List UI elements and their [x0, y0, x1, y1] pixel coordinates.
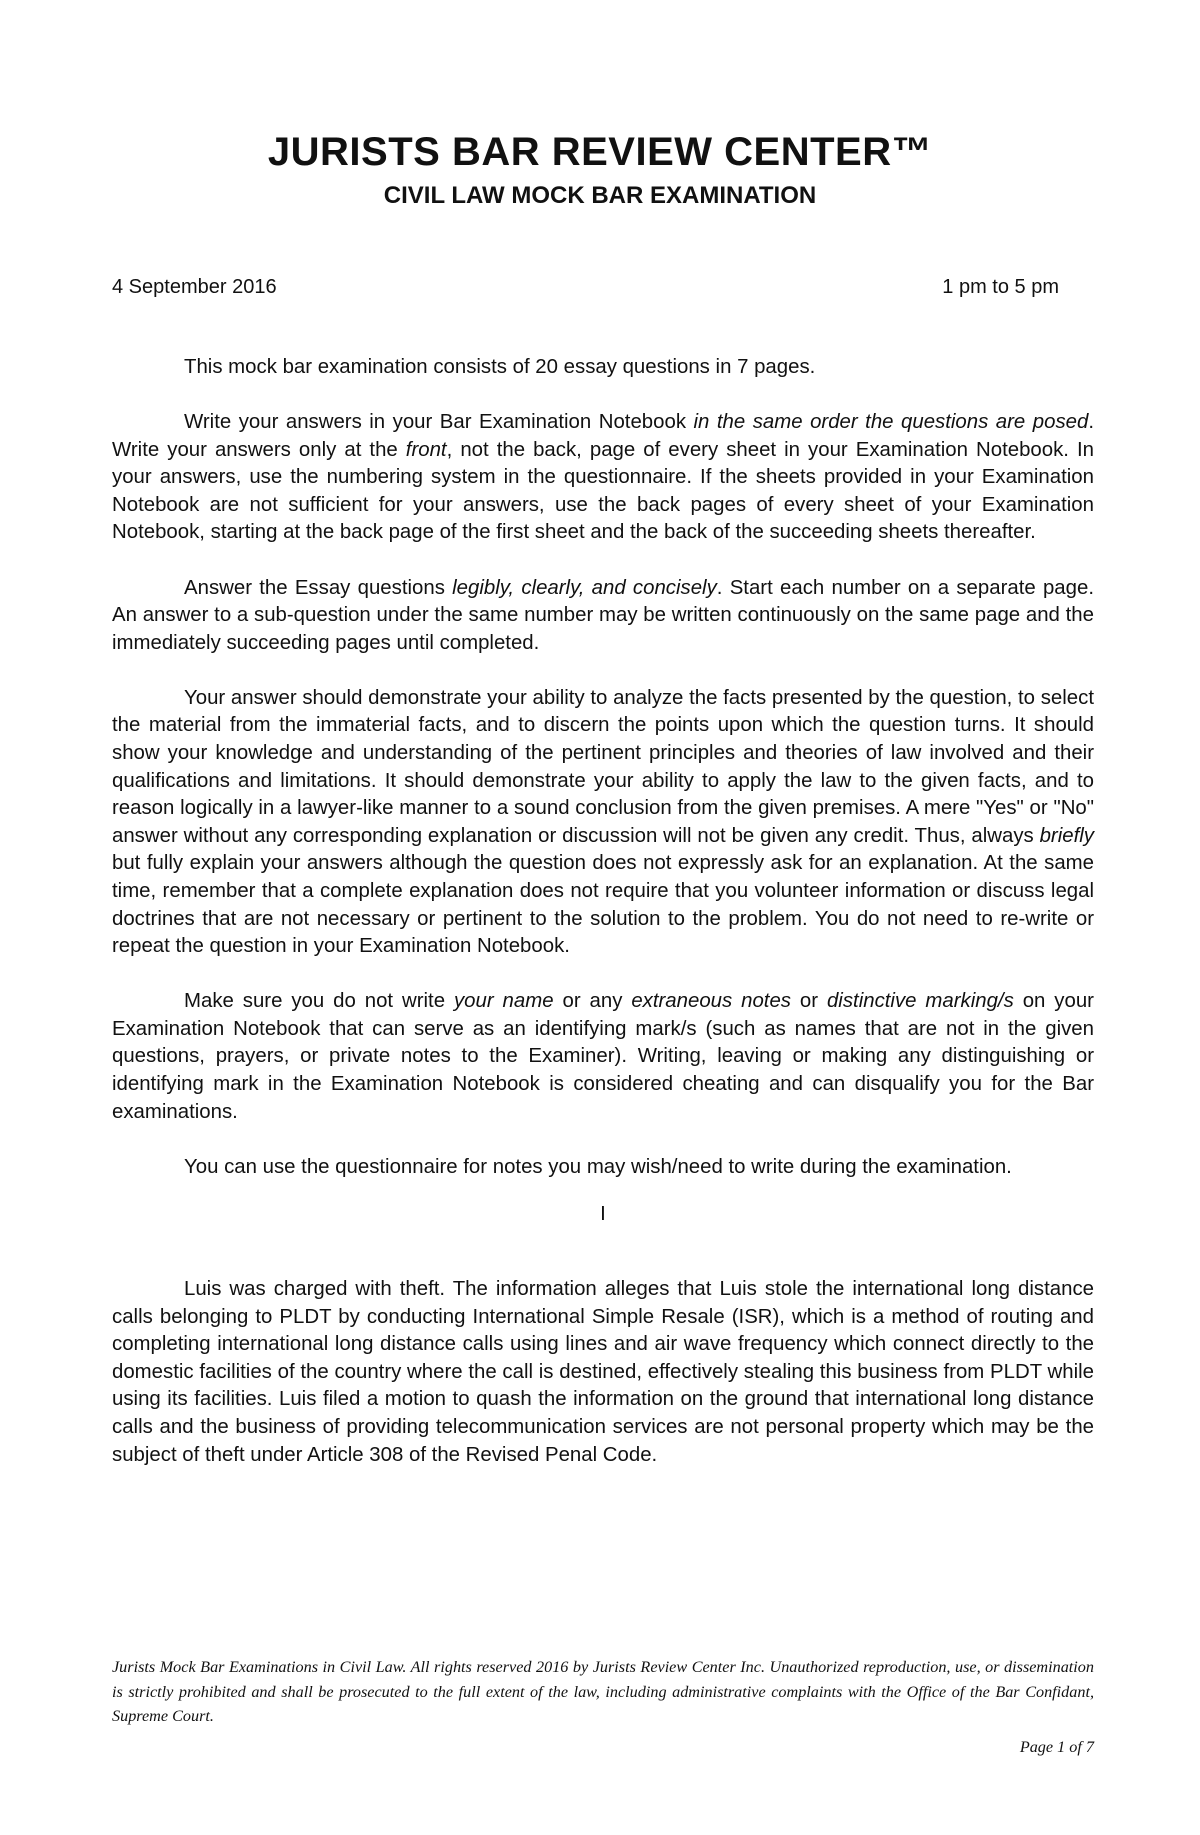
instruction-paragraph [112, 988, 1094, 1126]
exam-time: 1 pm to 5 pm [942, 276, 1059, 298]
instruction-text: . Write your answers only at the [112, 411, 1094, 461]
emphasis-text: extraneous notes [631, 990, 791, 1013]
exam-date: 4 September 2016 [112, 276, 277, 298]
instruction-text: Write your answers in your Bar Examination Notebook [184, 411, 694, 434]
emphasis-text: your name [453, 990, 554, 1013]
instruction-text: on your Examination Notebook that can serve as an identifying mark/s (such as names that are not in the given questions, prayers, or private notes to the Examiner). Writing, leaving or making any distinguishing or identifying mark in the Examination Notebook is considered cheating and can disqualify you for the Bar examinations. [112, 990, 1094, 1123]
emphasis-text: front [405, 438, 447, 461]
page-number: Page 1 of 7 [1019, 1738, 1094, 1756]
emphasis-text: distinctive marking/s [826, 990, 1014, 1013]
exam-subtitle: CIVIL LAW MOCK BAR EXAMINATION [383, 182, 817, 209]
instruction-text: . Start each number on a separate page. An answer to a sub-question under the same number may be written continuously on the same page and the immediately succeeding pages until completed. [112, 576, 1094, 654]
instruction-text: , not the back, page of every sheet in your Examination Notebook. In your answers, use the numbering system in the questionnaire. If the sheets provided in your Examination Notebook are not sufficient for your answers, use the back pages of every sheet of your Examination Notebook, starting at the back page of the first sheet and the back of the succeeding sheets thereafter. [112, 438, 1094, 544]
instruction-text: but fully explain your answers although the question does not expressly ask for an explanation. At the same time, remember that a complete explanation does not require that you volunteer information or discuss legal doctrines that are not necessary or pertinent to the solution to the problem. You do not need to re-write or repeat the question in your Examination Notebook. [112, 852, 1094, 958]
instruction-paragraph [112, 354, 1094, 382]
emphasis-text: briefly [1039, 824, 1094, 847]
instructions-body [112, 354, 1094, 1469]
question-text: Luis was charged with theft. The information alleges that Luis stole the international long distance calls belonging to PLDT by conducting International Simple Resale (ISR), which is a method of routing and completing international long distance calls using lines and air wave frequency which connect directly to the domestic facilities of the country where the call is destined, effectively stealing this business from PLDT while using its facilities. Luis filed a motion to quash the information on the ground that international long distance calls and the business of providing telecommunication services are not personal property which may be the subject of theft under Article 308 of the Revised Penal Code. [112, 1277, 1094, 1466]
instruction-text: You can use the questionnaire for notes you may wish/need to write during the examination. [184, 1155, 1012, 1178]
instruction-paragraph [112, 409, 1094, 547]
emphasis-text: in the same order the questions are posed [693, 411, 1089, 434]
instruction-text: Your answer should demonstrate your ability to analyze the facts presented by the question, to select the material from the immaterial facts, and to discern the points upon which the question turns. It should show your knowledge and understanding of the pertinent principles and theories of law involved and their qualifications and limitations. It should demonstrate your ability to apply the law to the given facts, and to reason logically in a lawyer-like manner to a sound conclusion from the given premises. A mere "Yes" or "No" answer without any corresponding explanation or discussion will not be given any credit. Thus, always [112, 686, 1094, 847]
question-numeral: I [600, 1203, 606, 1226]
center-title: JURISTS BAR REVIEW CENTER™ [267, 130, 933, 174]
instruction-text: Answer the Essay questions [184, 576, 453, 599]
instruction-paragraph [112, 1154, 1094, 1182]
instruction-text: This mock bar examination consists of 20 essay questions in 7 pages. [184, 356, 816, 378]
instruction-text: or any [553, 990, 632, 1013]
instruction-paragraph [112, 685, 1094, 961]
instruction-paragraph [112, 575, 1094, 658]
instruction-text: or [791, 990, 827, 1013]
copyright-notice: Jurists Mock Bar Examinations in Civil Law. All rights reserved 2016 by Jurists Review Center Inc. Unauthorized reproduction, use, or dissemination is strictly prohibited and shall be prosecuted to the full extent of the law, including administrative complaints with the Office of the Bar Confidant, Supreme Court. [112, 1658, 1094, 1725]
instruction-text: Make sure you do not write [184, 990, 454, 1013]
emphasis-text: legibly, clearly, and concisely [452, 576, 717, 599]
